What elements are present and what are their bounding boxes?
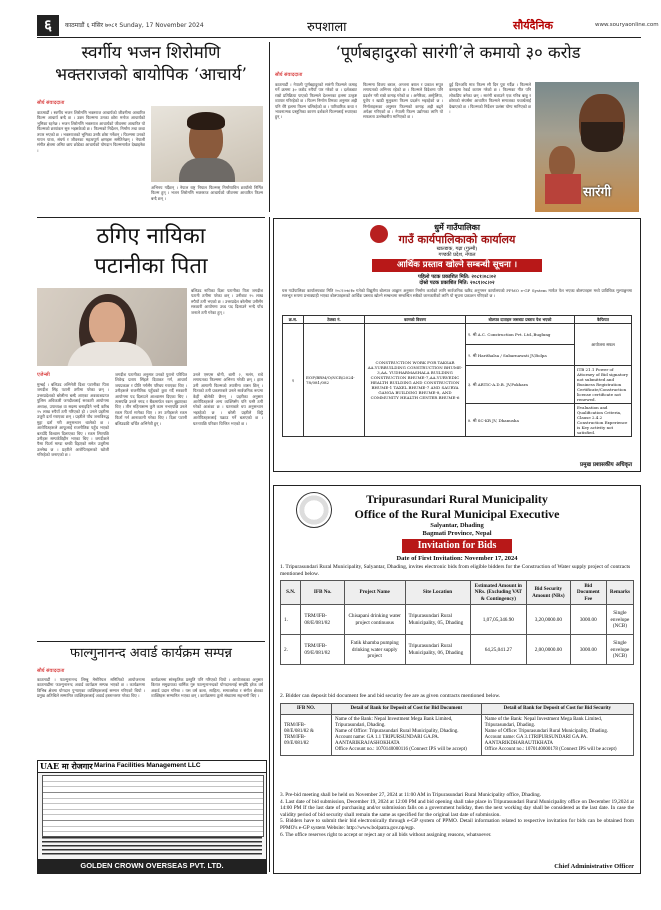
headline-line-2: पटानीका पिता	[94, 254, 208, 279]
col-header: बोलपत्र दाताहरु जसबाट प्रस्ताव पेश भएको	[466, 316, 575, 324]
notice-banner: आर्थिक प्रस्ताव खोल्ने सम्बन्धी सूचना ।	[372, 259, 542, 272]
col-header: IFB NO.	[281, 704, 332, 715]
paper-name: सौर्यदैनिक	[513, 19, 553, 32]
cell-bidder: २. श्री Harithalsa / Subarnawati JV,Bolpa	[466, 345, 575, 366]
point: 3. Pre-bid meeting shall be held on November 27, 2024 at 11:00 AM in Tripurasundari Rural Municipality office, Dhading.	[280, 792, 541, 798]
ad-table	[42, 775, 264, 837]
byline: एजेन्सी	[37, 372, 50, 378]
cell-sn: 2.	[281, 635, 301, 665]
notice-signature: Chief Administrative Officer	[554, 863, 634, 870]
table-row	[281, 635, 634, 665]
article-headline: फाल्गुनानन्द अवार्ड कार्यक्रम सम्पन्न	[70, 646, 232, 661]
article-body-col2: जगदीश पटानीका अनुसार उनको पुरानो परिचित शिवेन्द्र प्रताप सिंहले दिवाकर गर्ग, आचार्य जयप्रकाश र प्रीति गर्गसँग परिचय गराएका थिए । उनीहरूले राजनीतिक पहुँचको कुरा गर्दै सरकारी आयोगमा पद दिलाउने आश्वासन दिएका थिए । त्यसपछि उनले नगद र बैंकमार्फत रकम बुझाएका थिए । तीन महिनासम्म कुनै काम नभएपछि उनले रकम फिर्ता मागेका थिए । तर उनीहरूले रकम फिर्ता गर्न आनाकानी गरेका थिए । दिशा पटानी बलिउडकी चर्चित अभिनेत्री हुन् ।	[115, 372, 187, 426]
office-address: खाल्डाक, गढ़ा (गुल्मी)	[436, 246, 478, 252]
article-award	[37, 645, 265, 757]
bid-table	[280, 580, 634, 665]
bank-line: Name of Office: Tripurasundari Rural Municipality, Dhading.	[335, 729, 459, 734]
col-header: Remarks	[606, 581, 633, 605]
col-header: क्र.स.	[283, 316, 304, 324]
notice-points	[280, 792, 634, 838]
horizontal-divider	[37, 217, 265, 218]
cell-amount: 1,07,05,346.90	[470, 605, 526, 635]
bank-line: Account name: GA 3.1TRIPURSUNDARI GA.PA. AANTARIKDHARAUTIKHATA	[484, 735, 588, 746]
col-header: Site Location	[405, 581, 470, 605]
office-name: गाउँ कार्यपालिकाको कार्यालय	[398, 233, 516, 246]
ad-title: UAE मा रोजगार	[40, 761, 93, 771]
table-row	[281, 605, 634, 635]
municipality-title: Tripurasundari Rural Municipality	[366, 492, 548, 506]
article-headline: ‘पूर्णबहादुरको सारंगी’ले कमायो ३० करोड	[335, 43, 581, 62]
municipality-office: Office of the Rural Municipal Executive	[354, 507, 560, 521]
govt-name: धुर्मे गाउँपालिका	[434, 222, 480, 232]
headline-line-1: ठगिए नायिका	[96, 224, 206, 249]
article-sarangi	[275, 42, 641, 214]
cell-remark: आयोजना सफल	[575, 324, 632, 366]
notice-dhurme	[273, 218, 641, 472]
cell-sn: १	[283, 324, 304, 437]
cell-contract-no: EOP/BRM/O/NCB/2024-78/081/082	[304, 324, 365, 437]
col-header: IFB No.	[301, 581, 344, 605]
intro-text: 1. Tripurasundari Rural Municipality, Salyantar, Dhading, invites electronic bids from eligible bidders for the Construction of Water supply project of contracts mentioned below.	[280, 564, 631, 577]
portrait-photo	[151, 106, 263, 182]
article-bhaktaraj	[37, 42, 265, 214]
cell-ifb: TRM/IFB-08/E/081/82	[301, 605, 344, 635]
point: 6. The office reserves right to accept or reject any or all bids without assigning reasons, whatsoever.	[280, 831, 492, 838]
office-address-2: गण्डकी प्रदेश, नेपाल	[438, 252, 476, 258]
col-header: Project Name	[344, 581, 405, 605]
column-divider	[269, 42, 270, 212]
bank-line: Name of Office: Tripurasundari Rural Municipality, Dhading.	[484, 729, 609, 734]
headline-line-2: भक्तराजको बायोपिक ‘आचार्य’	[55, 65, 247, 85]
col-header: Detail of Bank for Deposit of Cost for Bid Security	[481, 704, 633, 715]
col-header: Bid Security Amount (NRs)	[527, 581, 571, 605]
article-body-col1: काठमाडौं । नेपाली पूर्णबहादुरको सारंगी फिल्मले कमाइ गर्ने क्रममा ३० करोड रुपैयाँ पार गरेको छ । दर्शकबाट राम्रो प्रतिक्रिया पाएको फिल्मले देशभरका हलमा उत्कृष्ट व्यापार गरिरहेको छ । फिल्म निर्माण टिमका अनुसार अझै पनि धेरै हलमा फिल्म चलिरहेको छ । पारिवारिक कथा र भावनात्मक प्रस्तुतिका कारण दर्शकले फिल्मलाई रुचाएका हुन् ।	[275, 82, 357, 120]
publish-date-1: पहिलो पटक प्रकाशित मिति: २०८१।०८।०२	[417, 274, 497, 280]
article-body-col1: मुम्बई । बलिउड अभिनेत्री दिशा पटानीका पिता जगदीश सिंह पटानी ठगीमा परेका छन् । उत्तरप्रदेशको बरेलीमा बस्दै आएका अवकाशप्राप्त पुलिस अधिकारी जगदीशलाई सरकारी आयोगमा अध्यक्ष, उपाध्यक्ष वा सदस्य बनाइदिने भन्दै करिब २५ लाख रुपैयाँ ठगी गरिएको हो । उनले प्रहरीमा उजुरी दर्ता गराएका छन् । प्रहरीले पाँच जनाविरुद्ध मुद्दा दर्ता गरी अनुसन्धान थालेको छ । आरोपितहरूले आफूलाई राजनीतिक पहुँच भएको बताउँदै विश्वास दिलाएका थिए । रकम लिएपछि उनीहरू सम्पर्कविहीन भएका थिए । जगदीशले पैसा फिर्ता माग्दा धम्की दिइएको समेत उजुरीमा उल्लेख छ । प्रहरीले आरोपितहरूको खोजी गरिरहेको जनाएको छ ।	[37, 382, 109, 458]
cell-remarks: Single envelope (NCB)	[606, 635, 633, 665]
article-body-col3: उनले एमएस धोनी, बागी २, मलंग, राधे लगायतका फिल्ममा अभिनय गरेकी छन् । हाल उनी आगामी फिल्मको तयारीमा व्यस्त छिन् । पिताको ठगी प्रकरणबारे उनले सार्वजनिक रूपमा केही बोलेकी छैनन् । प्रहरीका अनुसार आरोपितहरूले अन्य व्यक्तिसँग पनि यस्तै ठगी गरेको आशंका छ । घटनाबारे थप अनुसन्धान भइरहेको छ । बरेली प्रहरीले छिट्टै आरोपितहरूलाई पक्राउ गर्ने बताएको छ । घटनापछि परिवार चिन्तित भएको छ ।	[193, 372, 263, 426]
cell-site: Tripurasundari Rural Municipality, 06, Dhading	[405, 635, 470, 665]
article-body-col2: कार्यक्रममा सांस्कृतिक प्रस्तुति पनि गरिएको थियो । आयोजकका अनुसार किरात समुदायका धार्मिक गुरु फाल्गुनानन्दको योगदानलाई सम्झँदै हरेक वर्ष अवार्ड प्रदान गरिन्छ । यस वर्ष कला, साहित्य, समाजसेवा र संगीत क्षेत्रका व्यक्तिहरू सम्मानित भएका छन् । कार्यक्रममा ठूलो संख्यामा सहभागी थिए ।	[151, 677, 263, 699]
cell-sn: 1.	[281, 605, 301, 635]
first-invitation-date: Date of First Invitation: November 17, 2024	[396, 555, 518, 562]
cell-amount: 64,25,041.27	[470, 635, 526, 665]
point: 4. Last date of bid submission, December 19, 2024 at 12:00 PM and bid opening shall take place in Tripurasundari Rural Municipality office on December 19,2024 at 14:00 PM If the last date of purchasing and/or submission falls on a government holiday, then the next working day shall be considered as the last date. In case the validity period of bid security shall remain the same as specified for the original last date of submission.	[280, 798, 634, 818]
bank-line: Office Account no.: 1070140000178 (Connect IPS will be accept)	[484, 747, 617, 752]
cell-remarks: Single envelope (NCB)	[606, 605, 633, 635]
bank-line: Name of the Bank: Nepal Investment Mega Bank Limited, Tripurasundari, Dhading.	[484, 717, 602, 728]
section-title: रुपशाला	[307, 20, 347, 35]
cell-project: Fatik khamba pumping drinking water supply project	[344, 635, 405, 665]
table-row	[281, 715, 634, 756]
col-header: ठेक्का नं.	[304, 316, 365, 324]
notice-signature: प्रमुख प्रशासकीय अधिकृत	[580, 462, 632, 468]
publish-date-2: दोस्रो पटक प्रकाशित मिति: २०८१।०८।०२	[419, 280, 495, 286]
ad-footer	[38, 859, 266, 873]
cell-ifb: TRM/IFB-09/E/081/82	[301, 635, 344, 665]
address-line-2: Bagmati Province, Nepal	[422, 530, 492, 537]
page-number: ६	[37, 15, 59, 36]
deposit-table	[280, 703, 634, 756]
masthead-date: काठमाडौं ६ मंसिर ७०८१ Sunday, 17 November 2024	[65, 22, 204, 29]
column-divider	[269, 217, 270, 872]
cell-bidder: ३. श्री ARTIC-A.D.B. JV,Pokhara	[466, 366, 575, 404]
cell-work: CONSTRUCTION WORK FOR TAKSAR AA.YURBUILDING CONSTRUCTION BHUME-3,AA. YUDHARMASHALA BUILDING CONSTRUCTION BHUME-7,AA.YURVEDIC HEALTH BUILDING AND CONSTRUCTION BHUME-1 TAXEL BHUME-7 AND SAURYA GANGA BUILDING BHUME-8, AND COMMUNITY HEALTH CENTER BHUME-6	[365, 324, 466, 437]
ad-company: Marina Facilities Management LLC	[94, 762, 201, 769]
article-patani	[37, 222, 265, 638]
notice-intro: यस गाउँपालिका कार्यालयबाट मिति २०८१।०७।१७ गतेको विद्युतीय बोलपत्र आह्वान अनुसार निर्माण कार्यको लागि सार्वजनिक खरिद अनुगमन कार्यालयको PPMO e-GP System मार्फत पेश भएका बोलपत्रहरू मध्ये प्राविधिक मूल्याङ्कनमा सारभूत रूपमा प्रभावग्राही भएका बोलपत्रहरूको आर्थिक प्रस्ताव खोल्ने सम्बन्धमा सम्बन्धित सबैको जानकारीको लागि यो सूचना प्रकाशन गरिएको छ ।	[282, 288, 632, 299]
address-line-1: Salyantar, Dhading	[430, 522, 484, 529]
col-header: S.N.	[281, 581, 301, 605]
cell-ifb: TRM/IFB-08/E/081/82 & TRM/IFB-09/E/081/82	[281, 715, 332, 756]
actress-photo	[37, 288, 187, 366]
masthead-url: www.souryaonline.com	[595, 22, 659, 28]
photo-caption: अभिनय गर्दैछन् । नेपाल राष्ट्र नियाल फिल्मस् निर्माणाधिन छायाँसो निर्मित फिल्म हुन् । भजन शिरोमणि भक्तराज आचार्यको जीवनमा आधारित फिल्म बन्दै छन् ।	[151, 185, 263, 201]
article-body-side: बलिउड नायिका दिशा पटानीका पिता जगदीश पटानी ठगीमा परेका छन् । उनीबाट २५ लाख रुपैयाँ ठगी भएको छ । उत्तरप्रदेश बरेलीमा उनीसँग सरकारी आयोगमा उच्च पद दिलाउने भन्दै पाँच जनाले ठगी गरेका हुन् ।	[191, 288, 263, 315]
evaluation-table	[282, 315, 632, 437]
cell-fee: 3000.00	[570, 635, 606, 665]
poster-title: सारंगी	[583, 185, 612, 200]
cell-remark: Evaluation and Qualification Criteria, Clause 2.4.2 Construction Experience is Key activity not satisfied.	[575, 404, 632, 437]
ad-info-block	[42, 837, 262, 857]
article-body-col1: काठमाडौं । फाल्गुनानन्द लिम्बु मेमोरियल समितिको आयोजनामा काठमाडौंमा फाल्गुनानन्द अवार्ड कार्यक्रम सम्पन्न भएको छ । कार्यक्रममा विभिन्न क्षेत्रमा योगदान पुर्‍याएका व्यक्तिहरूलाई सम्मान गरिएको थियो । प्रमुख अतिथिले सम्मानित व्यक्तिहरूलाई अवार्ड हस्तान्तरण गरेका थिए ।	[37, 677, 145, 699]
headline-line-1: स्वर्गीय भजन शिरोमणि	[81, 43, 221, 63]
article-headline	[37, 42, 265, 86]
col-header: कैफियत	[575, 316, 632, 324]
note-deposit: 2. Bidder can deposit bid document fee and bid security fee are as given contracts mentioned below.	[280, 693, 501, 699]
col-header: Detail of Bank for Deposit of Cost for Bid Document	[332, 704, 482, 715]
article-body-col2: फिल्ममा विजय बराल, अन्जना बराल र प्रकाश सपुत लगायतको अभिनय रहेको छ । फिल्मले विदेशमा पनि प्रदर्शन गरी राम्रो कमाइ गरेको छ । अमेरिका, अस्ट्रेलिया, युरोप र खाडी मुलुकमा फिल्म प्रदर्शन भइरहेको छ । निर्माताहरूका अनुसार फिल्मको कमाइ अझै बढ्ने अपेक्षा गरिएको छ । नेपाली फिल्म उद्योगका लागि यो सफलता उल्लेखनीय मानिएको छ ।	[363, 82, 443, 120]
bank-line: Account name: GA 1.1 TRIPURSUNDARI GA.PA. AANTARIKRAJASHOKHATA	[335, 735, 440, 746]
cell-security-bank	[481, 715, 633, 756]
table-row	[283, 324, 632, 345]
cell-bidder: १. श्री A.C. Construction Pvt. Ltd.,Buglung	[466, 324, 575, 345]
cell-security: 3,20,0000.00	[527, 605, 571, 635]
ad-header	[38, 761, 266, 773]
byline: सौर्य संवाददाता	[37, 668, 65, 674]
cell-project: Chisapani drinking water project continuous	[344, 605, 405, 635]
article-headline	[37, 222, 265, 282]
movie-poster	[535, 82, 639, 212]
masthead	[37, 15, 659, 38]
agency-name: GOLDEN CROWN OVERSEAS PVT. LTD.	[80, 861, 224, 870]
cell-remark: ITB 21.1 Power of Attorney of Bid signatory not submitted and Business Registration Certificate/Construction license certificate not renewed.	[575, 366, 632, 404]
job-advertisement	[37, 760, 267, 874]
byline: सौर्य संवाददाता	[275, 72, 303, 78]
byline: सौर्य संवाददाता	[37, 100, 65, 106]
cell-fee: 3000.00	[570, 605, 606, 635]
horizontal-divider	[37, 641, 265, 642]
cell-doc-bank	[332, 715, 482, 756]
notice-tripurasundari	[273, 485, 641, 874]
article-body: वाठमाडौं । स्वर्गीय भजन शिरोमणि भक्तराज आचार्यको जीवनीमा आधारित फिल्म आचार्य बन्दै छ । उक्त फिल्ममा उनका छोरा मनोज आचार्यको भूमिका रहनेछ । भजन शिरोमणि भक्तराज आचार्यको जीवनमा आधारित यो फिल्मको छायांकन सुरु भइसकेको छ । फिल्मको निर्देशन, निर्माण तथा कथा तयार भएको छ । भक्तराजको भूमिका उनकै छोरा गर्नेछन् । फिल्ममा उनको गायन यात्रा, संघर्ष र जीवनका महत्वपूर्ण क्षणहरू समेटिनेछन् । नेपाली संगीत क्षेत्रमा अमिट छाप छोडेका आचार्यको योगदान फिल्ममार्फत देखाइनेछ ।	[37, 110, 145, 153]
bank-line: Office Account no.: 1070140000116 (Connect IPS will be accept)	[335, 747, 467, 752]
cell-security: 2,00,0000.00	[527, 635, 571, 665]
col-header: Estimated Amount in NRs. (Excluding VAT & Contingency)	[470, 581, 526, 605]
cell-site: Tripurasundari Rural Municipality, 05, Dhading	[405, 605, 470, 635]
col-header: Bid Document Fee	[570, 581, 606, 605]
cell-bidder: ४. श्री SC-KR JV, Dhanusha	[466, 404, 575, 437]
point: 5. Bidders have to submit their bid electronically through e-GP system of PPMO. Detail information related to respective invitation for bids can be obtained from PPMO's e-GP system Website: http://www.bolpatra.gov.np/egp.	[280, 818, 634, 831]
article-body-col3: दुई दिनअघि मात्र फिल्म सौ दिन पुरा गर्दैछ । फिल्मले कमाइमा रेकर्ड कायम गरेको छ । फिल्मका गीत पनि लोकप्रिय बनेका छन् । सारंगी बजाउने एक गरिब बाबु र छोराको संघर्षमा आधारित फिल्मले समाजका यथार्थलाई देखाएको छ । फिल्मको निर्देशन प्रशंसा योग्य मानिएको छ ।	[449, 82, 531, 115]
col-header: कामको विवरण	[365, 316, 466, 324]
bank-line: Name of the Bank: Nepal Investment Mega Bank Limited, Tripurasundari, Dhading.	[335, 717, 453, 728]
ifb-banner: Invitation for Bids	[402, 539, 512, 553]
